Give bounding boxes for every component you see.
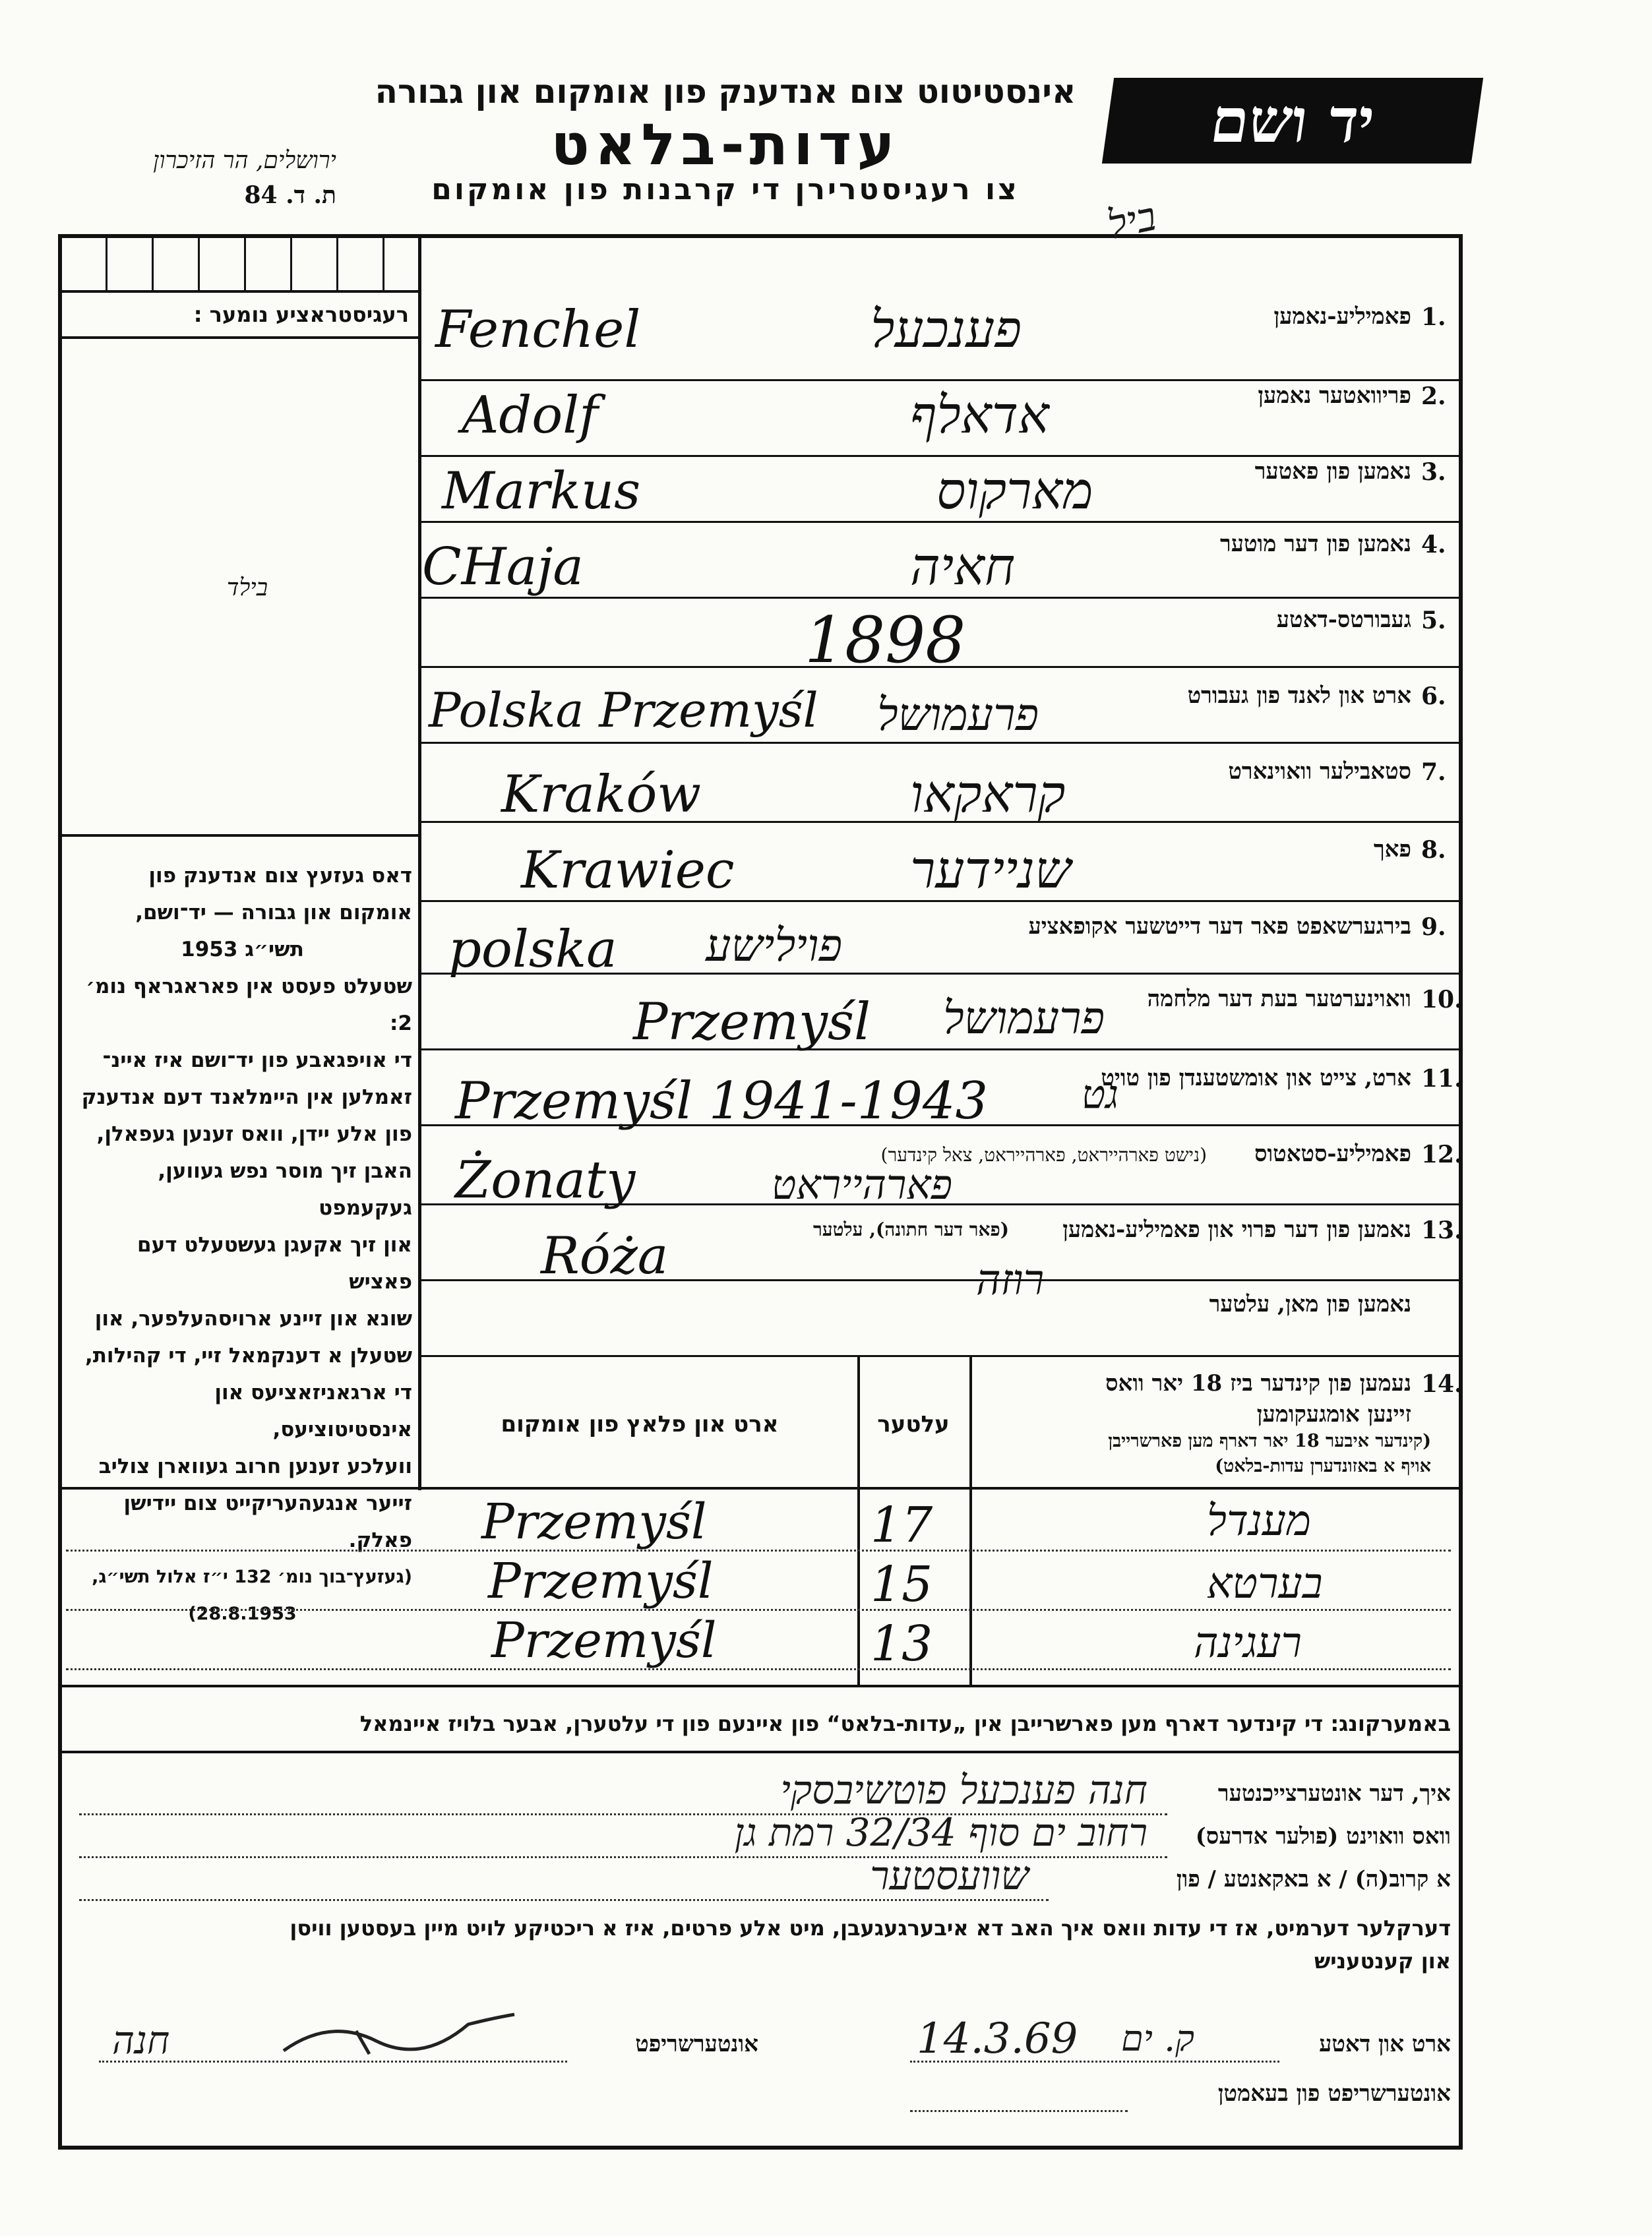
field-number: 3.	[1421, 458, 1446, 486]
field-value-latin: Fenchel	[435, 300, 641, 359]
field-value-latin: CHaja	[422, 537, 584, 597]
child-place: Przemyśl	[481, 1494, 707, 1550]
signer-relation-label: א קרוב(ה) / א באקאנטע / פון	[1176, 1866, 1451, 1892]
field-value-hebrew: מארקוס	[936, 462, 1093, 521]
children-header-line	[58, 1487, 1463, 1490]
field-value-latin: Polska Przemyśl	[429, 682, 818, 738]
law-text	[73, 857, 412, 1633]
row-divider	[418, 1355, 1463, 1357]
photo-label: בילד	[226, 574, 268, 601]
reg-box-cell	[244, 234, 246, 290]
signer-name-label: איך, דער אונטערצייכנטער	[1217, 1780, 1451, 1807]
address-text: ירושלים, הר הזיכרון	[153, 147, 336, 174]
field-label: נאמען פון פאטער	[1254, 458, 1411, 485]
field-number: 10.	[1421, 986, 1463, 1013]
field-number: 11.	[1421, 1065, 1463, 1093]
field-value-hebrew: חאיה	[910, 537, 1016, 597]
children-label: נעמען פון קינדער ביז 18 יאר וואס	[1105, 1370, 1411, 1397]
law-line: שטעלט פעסט אין פאראגראף נומ׳ 2:	[86, 975, 412, 1035]
signer-relation-line	[79, 1899, 1049, 1901]
date-label: ארט און דאטע	[1319, 2031, 1451, 2057]
field-number: 14.	[1421, 1370, 1463, 1398]
field-label: וואוינערטער בעת דער מלחמה	[1147, 986, 1411, 1012]
law-line: שונא און זיינע ארויסהעלפער, און	[94, 1307, 412, 1331]
field-value-hebrew: פענכעל	[871, 300, 1022, 359]
field-label: געבורטס-דאטע	[1276, 607, 1411, 633]
col-place-header: ארט און פלאץ פון אומקום	[501, 1411, 779, 1437]
child-place: Przemyśl	[488, 1553, 714, 1610]
signer-address-label: וואס וואוינט (פולער אדרעס)	[1195, 1823, 1451, 1850]
child-name: מענדל	[1207, 1497, 1311, 1546]
law-line: (געזעץ־בוך נומ׳ 132 י״ז אלול תשי״ג,	[92, 1567, 412, 1587]
child-name: בערטא	[1207, 1559, 1323, 1608]
children-bottom-line	[58, 1685, 1463, 1687]
children-label: זיינען אומגעקומען	[1256, 1401, 1411, 1428]
field-value-latin: Róża	[541, 1226, 669, 1286]
date-place: ק. ים	[1121, 2018, 1195, 2059]
row-divider	[418, 900, 1463, 902]
husband-label: נאמען פון מאן, עלטער	[1209, 1291, 1411, 1317]
law-line: זייער אנגעהעריקייט צום יידישן פאלק.	[123, 1492, 412, 1552]
field-label: בירגערשאפט פאר דער דייטשער אקופאציע	[1028, 913, 1411, 940]
reg-box-line	[58, 336, 421, 339]
child-age: 13	[871, 1616, 933, 1672]
reg-box-cell	[382, 234, 384, 290]
reg-box-cell	[290, 234, 292, 290]
law-line: 28.8.1953)	[188, 1604, 297, 1624]
witness-line	[910, 2110, 1128, 2112]
field-value-hebrew: אדאלף	[910, 386, 1049, 445]
law-line: פון אלע יידן, וואס זענען געפאלן,	[96, 1122, 412, 1146]
field-label: ארט, צייט און אומשטענדן פון טויט	[1101, 1065, 1411, 1091]
field-note: (פאר דער חתונה), עלטער	[813, 1219, 1009, 1240]
date-value: 14.3.69	[917, 2014, 1078, 2063]
children-col-divider	[969, 1355, 972, 1685]
signer-address-value: רחוב ים סוף 32/34 רמת גן	[734, 1810, 1147, 1855]
field-note: (נישט פארהייראט, פארהייראט, צאל קינדער)	[880, 1144, 1207, 1166]
field-label: פאך	[1373, 836, 1411, 862]
field-value-hebrew: קראקאו	[910, 765, 1066, 824]
field-number: 6.	[1421, 682, 1446, 710]
field-number: 8.	[1421, 836, 1446, 864]
law-line: האבן זיך מוסר נפש געווען, געקעמפט	[158, 1159, 412, 1220]
field-value-latin: Kraków	[501, 765, 702, 824]
law-line: שטעלן א דענקמאל זיי, די קהילות,	[84, 1344, 412, 1368]
field-number: 4.	[1421, 531, 1446, 559]
field-label: נאמען פון דער מוטער	[1220, 531, 1411, 557]
declaration-text: און קענטעניש	[1314, 1949, 1451, 1974]
law-line: דאס געזעץ צום אנדענק פון	[148, 864, 412, 888]
row-divider	[418, 379, 1463, 381]
field-value-latin: Przemyśl 1941-1943	[455, 1072, 989, 1131]
law-line: תשי״ג 1953	[181, 938, 304, 961]
field-label: פאמיליע-סטאטוס	[1254, 1141, 1411, 1167]
col-age-header: עלטער	[877, 1411, 950, 1437]
witness-label: אונטערשריפט פון בעאמטן	[1217, 2080, 1451, 2107]
reg-box-cell	[198, 234, 200, 290]
remark-line	[58, 1751, 1463, 1753]
field-number: 7.	[1421, 758, 1446, 786]
field-value-latin: Markus	[442, 462, 641, 521]
law-line: און זיך אקעגן געשטעלט דעם פאציש	[137, 1233, 412, 1294]
field-value-latin: Żonaty	[455, 1151, 636, 1210]
law-line: זאמלען אין היימלאנד דעם אנדענק	[81, 1085, 412, 1109]
field-number: 9.	[1421, 913, 1446, 941]
row-divider	[418, 597, 1463, 599]
field-label: נאמען פון דער פרוי און פאמיליע-נאמען	[1062, 1217, 1411, 1243]
children-note: (קינדער איבער 18 יאר דארף מען פארשרייבן	[1108, 1431, 1431, 1451]
row-divider	[418, 1048, 1463, 1050]
reg-box-cell	[336, 234, 338, 290]
law-line: די ארגאניזאציעס און אינסטיטוציעס,	[214, 1381, 412, 1441]
field-value-latin: Przemyśl	[633, 992, 871, 1052]
signature-label: אונטערשריפט	[635, 2031, 758, 2057]
field-number: 1.	[1421, 303, 1446, 331]
field-value-hebrew: רוזה	[976, 1256, 1045, 1305]
field-label: ארט און לאנד פון געבורט	[1187, 682, 1411, 709]
column-divider	[418, 234, 421, 1490]
institute-title: אינסטיטוט צום אנדענק פון אומקום און גבורה	[375, 73, 1076, 111]
reg-box-line	[58, 290, 421, 293]
field-value-latin: polska	[448, 920, 617, 979]
field-value-hebrew: פארהייראט	[772, 1161, 953, 1209]
form-title: עדות-בלאט	[551, 112, 900, 178]
child-row-line	[66, 1550, 1451, 1552]
children-note: אויף א באזונדערן עדות-בלאט)	[1215, 1456, 1431, 1476]
field-value-latin: Adolf	[462, 386, 599, 445]
signer-name-value: חנה פענכעל פוטשיבסקי	[780, 1767, 1147, 1813]
field-number: 2.	[1421, 382, 1446, 410]
reg-box-cell	[152, 234, 154, 290]
field-number: 12.	[1421, 1141, 1463, 1168]
child-row-line	[66, 1668, 1451, 1670]
law-line: וועלכע זענען חרוב געווארן צוליב	[98, 1455, 412, 1478]
row-divider	[418, 455, 1463, 457]
signer-relation-value: שוועסטער	[870, 1853, 1029, 1899]
remark-text: באמערקונג: די קינדער דארף מען פארשרייבן אין „עדות-בלאט“ פון איינעם פון די עלטערן, אבער בלויז איינמאל	[359, 1711, 1451, 1736]
field-value-latin: 1898	[805, 603, 966, 677]
yad-vashem-logo: יד ושם	[1102, 78, 1483, 164]
field-number: 5.	[1421, 607, 1446, 634]
declaration-text: דערקלער דערמיט, אז די עדות וואס איך האב דא איבערגעגעבן, מיט אלע פרטים, איז א ריכטיקע לויט מיין בעסטען וויסן	[290, 1916, 1451, 1941]
field-value-latin: Krawiec	[521, 841, 735, 900]
row-divider	[418, 521, 1463, 523]
photo-box-bottom	[58, 834, 421, 837]
child-name: רעגינה	[1194, 1619, 1302, 1668]
child-row-line	[66, 1609, 1451, 1611]
field-value-hebrew: פרעמושל	[877, 689, 1039, 741]
reg-box-cell	[106, 234, 107, 290]
law-line: די אויפגאבע פון יד־ושם איז איינ־	[102, 1048, 412, 1072]
row-divider	[418, 742, 1463, 744]
po-box-text: ת. ד. 84	[244, 181, 336, 209]
field-number: 13.	[1421, 1217, 1463, 1244]
field-label: פריוואטער נאמען	[1258, 382, 1411, 409]
child-age: 15	[871, 1556, 933, 1613]
reg-number-label: רעגיסטראציע נומער :	[193, 302, 409, 327]
field-value-hebrew: פרעמושל	[943, 992, 1105, 1044]
field-value-hebrew: שניידער	[910, 841, 1072, 900]
field-value-hebrew: גט	[1082, 1072, 1119, 1118]
field-label: פאמיליע-נאמען	[1273, 303, 1411, 330]
field-label: סטאבילער וואוינארט	[1228, 758, 1411, 785]
signature-value: חנה	[112, 2018, 170, 2063]
form-subtitle: צו רעגיסטרירן די קרבנות פון אומקום	[431, 173, 1020, 206]
law-line: אומקום און גבורה — יד־ושם,	[135, 901, 412, 924]
field-value-hebrew: פוילישע	[706, 920, 843, 972]
children-col-divider	[857, 1355, 860, 1685]
child-place: Przemyśl	[491, 1612, 717, 1669]
child-age: 17	[871, 1497, 933, 1554]
signature-scribble	[277, 2005, 528, 2064]
margin-note: ביל	[1103, 193, 1161, 249]
